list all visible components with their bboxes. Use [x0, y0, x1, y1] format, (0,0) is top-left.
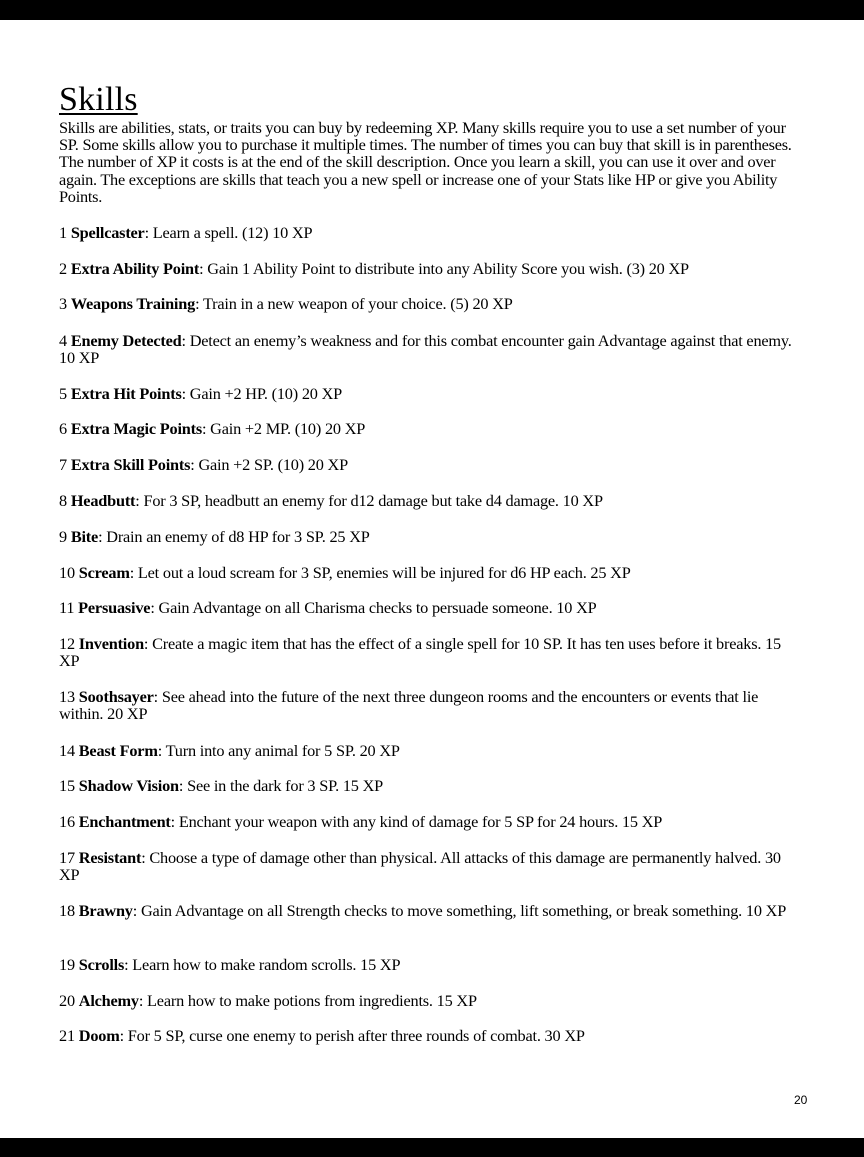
skill-name: Shadow Vision: [78, 776, 179, 795]
skill-entry-soothsayer: [59, 688, 799, 722]
skill-name: Alchemy: [78, 991, 139, 1010]
skill-entry-headbutt: [59, 492, 799, 509]
skill-name: Extra Skill Points: [70, 455, 191, 474]
skill-description: : Gain Advantage on all Charisma checks to persuade someone. 10 XP: [150, 598, 597, 617]
skill-number: 12: [59, 634, 75, 653]
skill-entry-enchantment: [59, 813, 799, 830]
skill-number: 4: [59, 331, 67, 350]
skill-number: 6: [59, 419, 67, 438]
skill-name: Bite: [70, 527, 99, 546]
skill-entry-brawny: [59, 902, 799, 919]
skill-description: : Gain +2 SP. (10) 20 XP: [190, 455, 348, 474]
skill-entry-extra-skill-points: [59, 456, 799, 473]
page-title: Skills: [59, 81, 138, 118]
skill-number: 7: [59, 455, 67, 474]
skill-number: 14: [59, 741, 75, 760]
skill-name: Doom: [78, 1026, 120, 1045]
skill-entry-spellcaster: [59, 224, 799, 241]
skill-name: Invention: [78, 634, 144, 653]
skill-description: : Drain an enemy of d8 HP for 3 SP. 25 XP: [98, 527, 370, 546]
skill-entry-persuasive: [59, 599, 799, 616]
bottom-black-bar: [0, 1138, 864, 1157]
skill-number: 19: [59, 955, 75, 974]
skill-name: Scream: [78, 563, 130, 582]
skill-entry-shadow-vision: [59, 777, 799, 794]
skill-number: 20: [59, 991, 75, 1010]
skill-description: : Gain Advantage on all Strength checks to move something, lift something, or break something. 10 XP: [132, 901, 787, 920]
skill-entry-enemy-detected: [59, 332, 799, 366]
skill-name: Soothsayer: [78, 687, 154, 706]
skill-description: : Let out a loud scream for 3 SP, enemies will be injured for d6 HP each. 25 XP: [129, 563, 631, 582]
top-black-bar: [0, 0, 864, 20]
skill-name: Enchantment: [78, 812, 171, 831]
skill-entry-invention: [59, 635, 799, 669]
skill-number: 11: [59, 598, 75, 617]
skill-number: 13: [59, 687, 75, 706]
skill-entry-extra-hit-points: [59, 385, 799, 402]
skill-number: 10: [59, 563, 75, 582]
skill-description: : Learn how to make potions from ingredients. 15 XP: [138, 991, 477, 1010]
skill-number: 2: [59, 259, 67, 278]
skill-name: Scrolls: [78, 955, 125, 974]
skill-description: : Choose a type of damage other than physical. All attacks of this damage are permanently halved. 30 XP: [59, 848, 781, 885]
skill-description: : Learn a spell. (12) 10 XP: [144, 223, 313, 242]
skill-entry-beast-form: [59, 742, 799, 759]
skill-number: 18: [59, 901, 75, 920]
skill-name: Spellcaster: [70, 223, 145, 242]
skill-name: Headbutt: [70, 491, 136, 510]
skill-number: 21: [59, 1026, 75, 1045]
skill-description: : Enchant your weapon with any kind of damage for 5 SP for 24 hours. 15 XP: [170, 812, 663, 831]
skill-description: : Gain 1 Ability Point to distribute into any Ability Score you wish. (3) 20 XP: [199, 259, 689, 278]
document-page[interactable]: [0, 20, 864, 1138]
skill-name: Extra Ability Point: [70, 259, 200, 278]
skill-number: 1: [59, 223, 67, 242]
skill-name: Weapons Training: [70, 294, 196, 313]
skill-entry-bite: [59, 528, 799, 545]
skill-description: : Gain +2 MP. (10) 20 XP: [201, 419, 366, 438]
skill-number: 8: [59, 491, 67, 510]
skill-description: : Gain +2 HP. (10) 20 XP: [181, 384, 343, 403]
skill-description: : For 5 SP, curse one enemy to perish after three rounds of combat. 30 XP: [119, 1026, 585, 1045]
skill-name: Extra Magic Points: [70, 419, 202, 438]
skill-entry-resistant: [59, 849, 799, 883]
skill-entry-weapons-training: [59, 295, 799, 312]
skill-description: : Turn into any animal for 5 SP. 20 XP: [157, 741, 400, 760]
skill-name: Beast Form: [78, 741, 158, 760]
page-number: 20: [794, 1093, 808, 1107]
skill-description: : For 3 SP, headbutt an enemy for d12 damage but take d4 damage. 10 XP: [135, 491, 603, 510]
skill-entry-doom: [59, 1027, 799, 1044]
skill-description: : Learn how to make random scrolls. 15 XP: [124, 955, 401, 974]
skill-number: 15: [59, 776, 75, 795]
skill-name: Brawny: [78, 901, 133, 920]
skill-name: Resistant: [78, 848, 142, 867]
skill-description: : Create a magic item that has the effect of a single spell for 10 SP. It has ten uses before it breaks. 15 XP: [59, 634, 781, 671]
skill-entry-scream: [59, 564, 799, 581]
skill-name: Enemy Detected: [70, 331, 182, 350]
skill-number: 9: [59, 527, 67, 546]
skill-description: : See in the dark for 3 SP. 15 XP: [178, 776, 384, 795]
skill-description: : Detect an enemy’s weakness and for this combat encounter gain Advantage against that enemy. 10 XP: [59, 331, 792, 368]
skill-number: 3: [59, 294, 67, 313]
skill-description: : See ahead into the future of the next three dungeon rooms and the encounters or events that lie within. 20 XP: [59, 687, 759, 724]
skill-number: 16: [59, 812, 75, 831]
skill-description: : Train in a new weapon of your choice. (5) 20 XP: [195, 294, 513, 313]
skill-number: 5: [59, 384, 67, 403]
skill-entry-extra-ability-point: [59, 260, 799, 277]
skill-name: Persuasive: [78, 598, 151, 617]
skill-entry-extra-magic-points: [59, 420, 799, 437]
skill-entry-scrolls: [59, 956, 799, 973]
skill-name: Extra Hit Points: [70, 384, 182, 403]
skill-number: 17: [59, 848, 75, 867]
intro-paragraph: Skills are abilities, stats, or traits you can buy by redeeming XP. Many skills require you to use a set number of your SP. Some skills allow you to purchase it multiple times. The number of times you can buy that skill is in parentheses. The number of XP it costs is at the end of the skill description. Once you learn a skill, you can use it over and over again. The exceptions are skills that teach you a new spell or increase one of your Stats like HP or give you Ability Points.: [59, 118, 792, 206]
skill-entry-alchemy: [59, 992, 799, 1009]
